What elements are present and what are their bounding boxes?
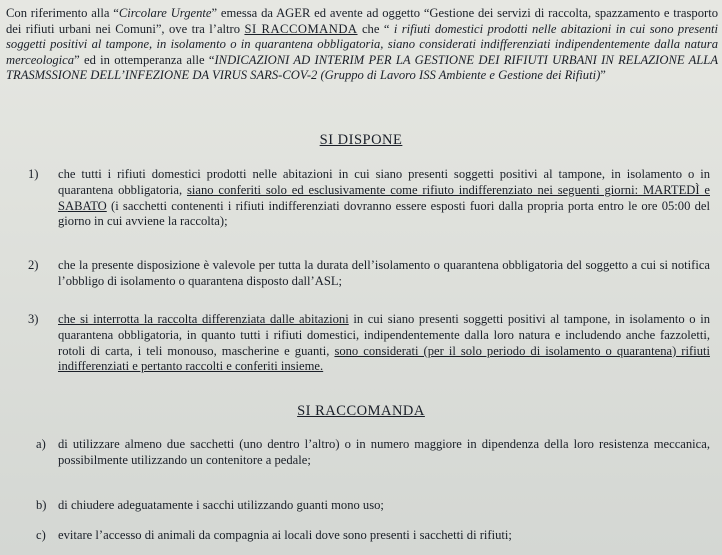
item-text: di chiudere adeguatamente i sacchi utilizzando guanti mono uso; xyxy=(58,498,384,512)
item-number: 2) xyxy=(28,258,39,272)
item-letter: a) xyxy=(36,437,46,451)
intro-indicazioni: INDICAZIONI AD INTERIM PER LA GESTIONE DEI RIFIUTI URBANI IN RELAZIONE ALLA TRASMSSIONE DELL’INFEZIONE DA VIRUS SARS-COV-2 (Gruppo di Lavoro ISS Ambiente e Gestione dei Rifiuti) xyxy=(6,52,719,83)
intro-circolare: Circolare Urgente xyxy=(118,6,212,20)
intro-text-1: Con riferimento alla “ xyxy=(6,6,119,20)
item-text: che la presente disposizione è valevole per tutta la durata dell’isolamento o quarantena obbligatoria del soggetto a cui si notifica l’obbligo di isolamento o quarantena disposto dall’ASL; xyxy=(58,258,710,288)
raccomanda-item-a xyxy=(36,437,710,469)
item-text: di utilizzare almeno due sacchetti (uno dentro l’altro) o in numero maggiore in dipendenza della loro resistenza meccanica, possibilmente utilizzando un contenitore a pedale; xyxy=(58,437,710,467)
intro-text-3: che “ xyxy=(357,21,394,36)
intro-text-4: ” ed in ottemperanza alle “ xyxy=(74,52,215,67)
item-letter: c) xyxy=(36,528,46,542)
item-number: 3) xyxy=(28,312,39,326)
intro-quote: i rifiuti domestici prodotti nelle abitazioni in cui sono presenti soggetti positivi al tampone, in isolamento o in quarantena obbligatoria, siano considerati indifferenziati indipendentemente dalla natura merceologica xyxy=(6,21,718,67)
section-title-si-dispone: SI DISPONE xyxy=(319,132,403,148)
item-text: che tutti i rifiuti domestici prodotti nelle abitazioni in cui siano presenti soggetti positivi al tampone, in isolamento o in quarantena obbligatoria, xyxy=(58,167,710,197)
item-text: (i sacchetti contenenti i rifiuti indifferenziati dovranno essere esposti fuori dalla propria porta entro le ore 05:00 del giorno in cui avviene la raccolta); xyxy=(58,198,710,229)
dispone-item-2 xyxy=(28,258,710,290)
item-text: in cui siano presenti soggetti positivi al tampone, in isolamento o in quarantena obbligatoria, in quanto tutti i rifiuti domestici, indipendentemente dalla loro natura e includendo anche fazzoletti, rotoli di carta, i teli monouso, mascherine e guanti, xyxy=(58,312,710,358)
dispone-item-3 xyxy=(28,312,710,375)
raccomanda-item-b xyxy=(36,498,710,514)
item-text: evitare l’accesso di animali da compagnia ai locali dove sono presenti i sacchetti di rifiuti; xyxy=(58,528,512,542)
item-text-underlined: sono considerati (per il solo periodo di isolamento o quarantena) rifiuti indifferenziati e pertanto raccolti e conferiti insieme. xyxy=(58,343,710,374)
raccomanda-item-c xyxy=(36,528,710,544)
dispone-item-1 xyxy=(28,167,710,230)
section-title-si-raccomanda: SI RACCOMANDA xyxy=(297,403,425,419)
item-text-underlined: che si interrotta la raccolta differenziata dalle abitazioni xyxy=(58,312,349,326)
item-text-underlined: siano conferiti solo ed esclusivamente come rifiuto indifferenziato nei seguenti giorni: MARTEDÌ e SABATO xyxy=(58,182,710,213)
intro-text-5: ” xyxy=(600,68,606,83)
intro-si-raccomanda: SI RACCOMANDA xyxy=(244,21,358,36)
item-letter: b) xyxy=(36,498,47,512)
intro-paragraph xyxy=(6,6,718,84)
intro-text-2: ” emessa da AGER ed avente ad oggetto “Gestione dei servizi di raccolta, spazzamento e trasporto dei rifiuti urbani nei Comuni”, ove tra l’altro xyxy=(6,6,718,36)
item-number: 1) xyxy=(28,167,39,181)
